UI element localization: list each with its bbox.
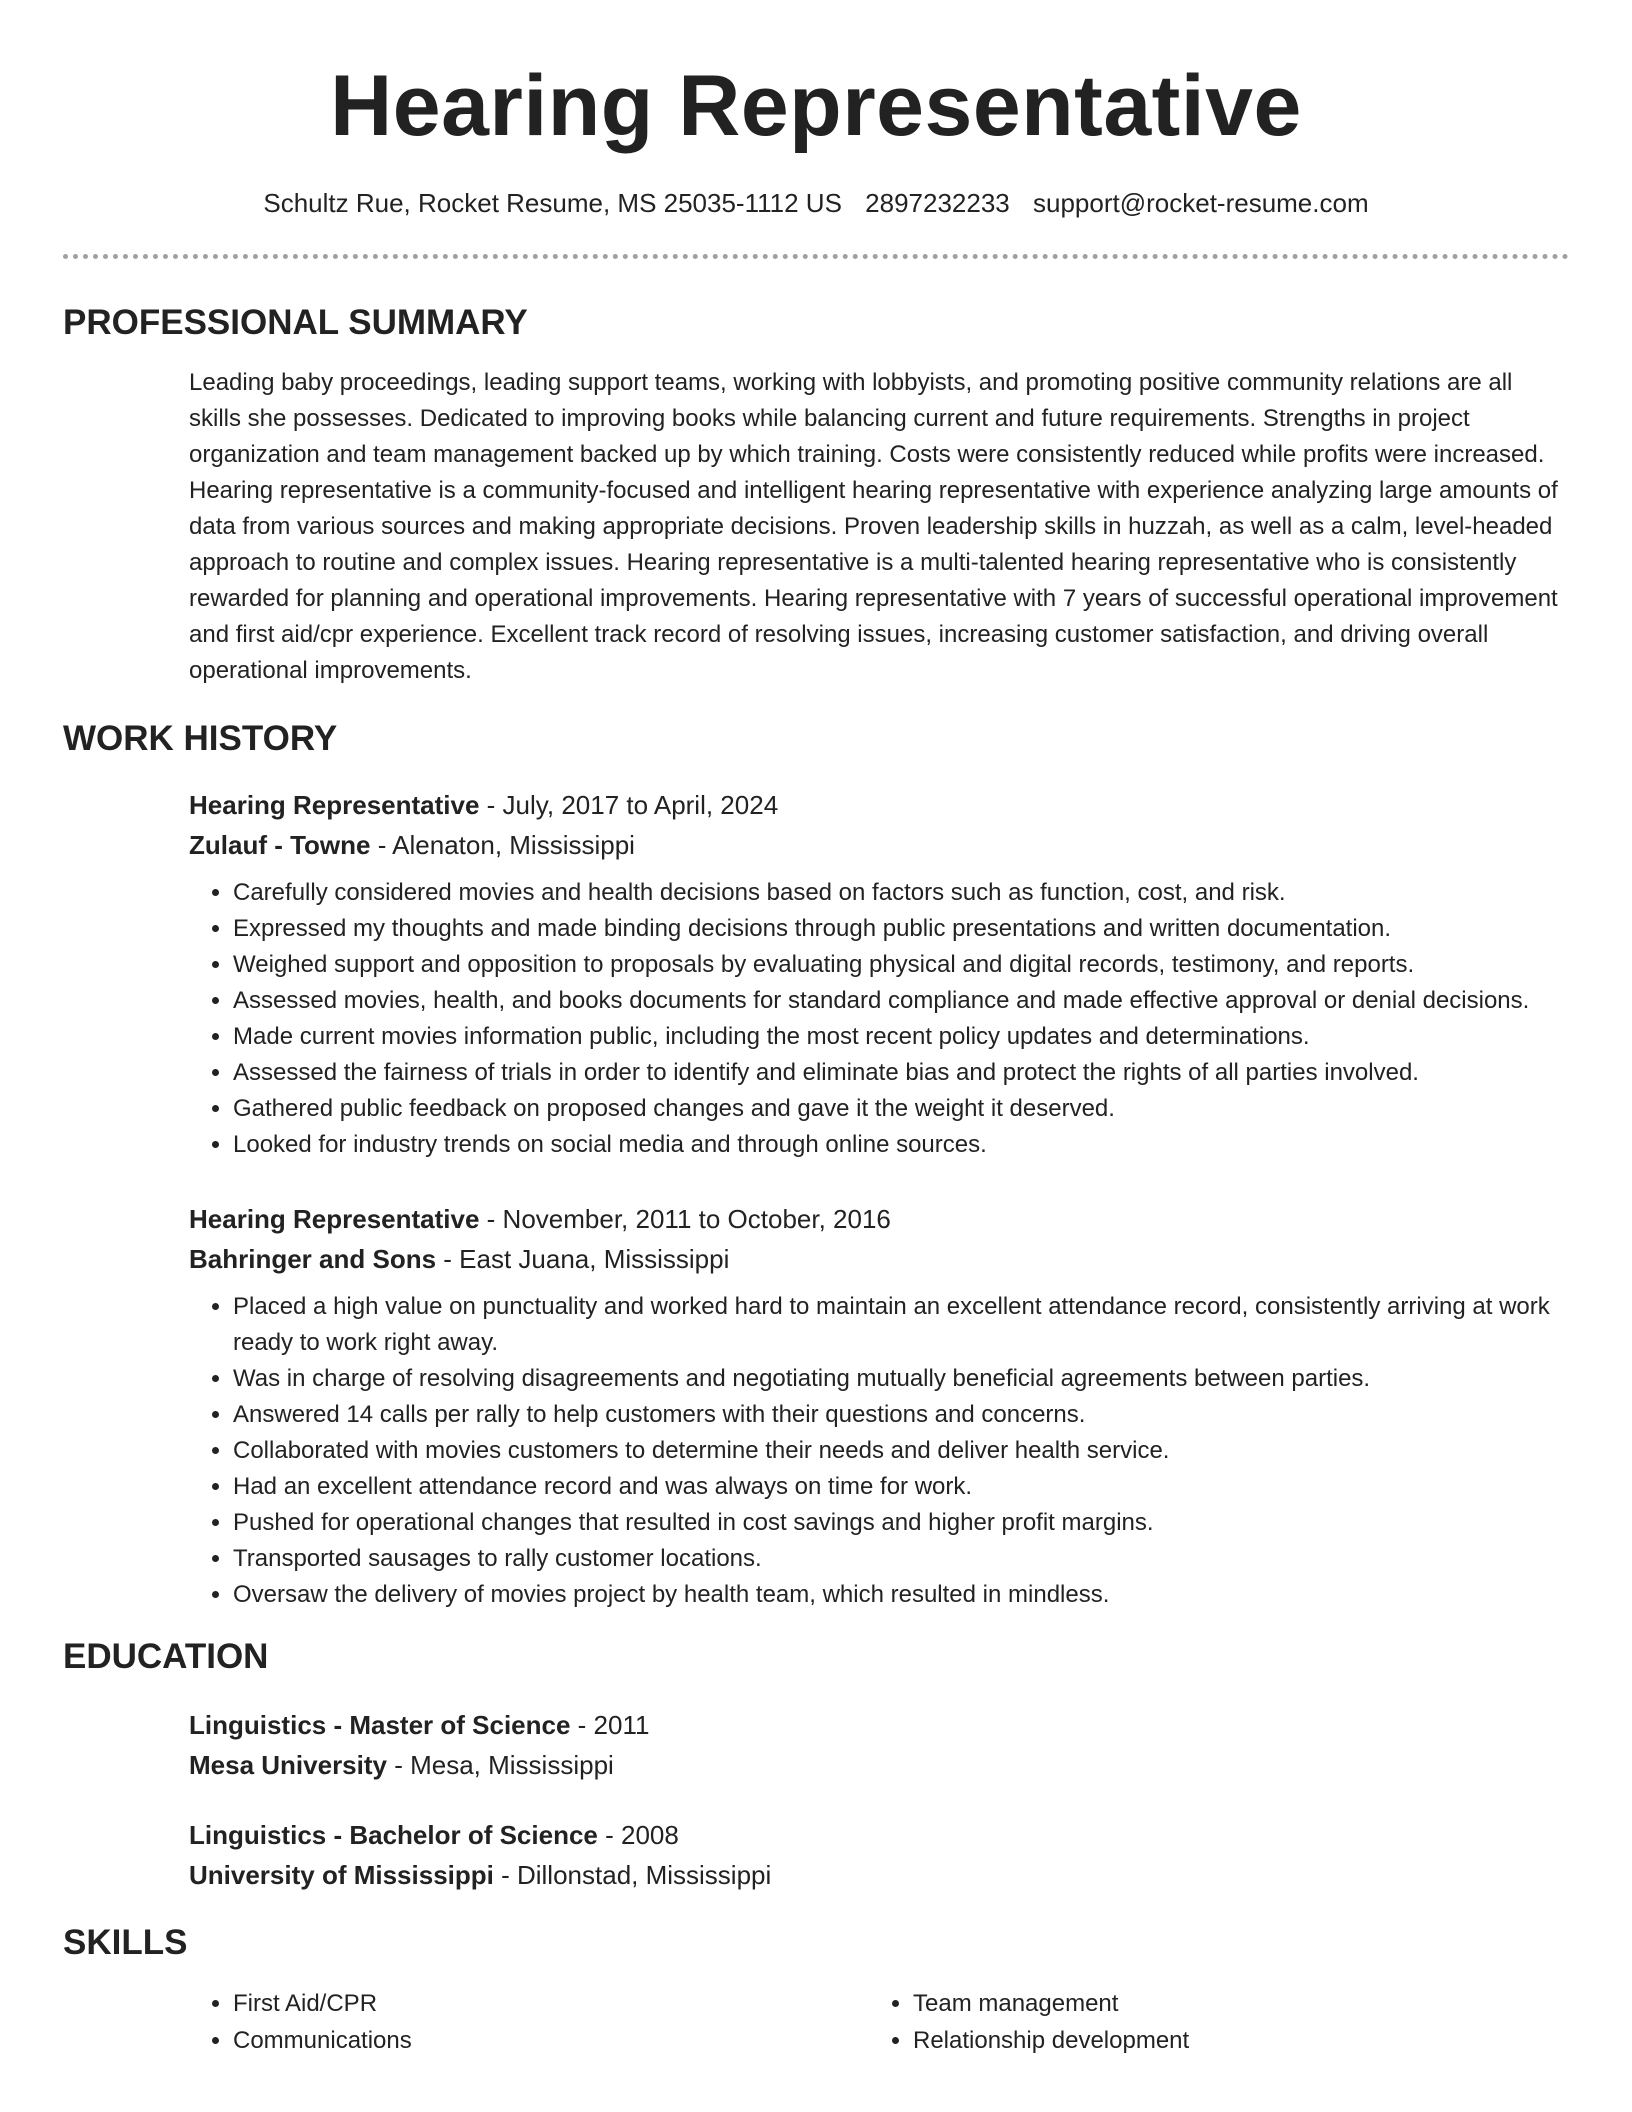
job-bullets — [189, 1289, 1569, 1613]
education-school-line — [189, 1855, 1569, 1895]
education-degree: Linguistics - Bachelor of Science — [189, 1820, 598, 1850]
list-item: • Made current movies information public, including the most recent policy updates and determinations. — [233, 1019, 1569, 1055]
professional-summary-section — [63, 301, 1569, 689]
education-degree-line — [189, 1815, 1569, 1855]
list-item: • Answered 14 calls per rally to help customers with their questions and concerns. — [233, 1397, 1569, 1433]
education-year: - 2011 — [570, 1710, 650, 1740]
section-title-summary: PROFESSIONAL SUMMARY — [63, 303, 528, 342]
list-item: • Assessed movies, health, and books documents for standard compliance and made effective approval or denial decisions. — [233, 983, 1569, 1019]
job-role: Hearing Representative — [189, 1204, 480, 1234]
job-company-line — [189, 825, 1569, 865]
list-item: • Placed a high value on punctuality and worked hard to maintain an excellent attendance record, consistently arriving at work ready to work right away. — [233, 1289, 1569, 1361]
list-item: • Assessed the fairness of trials in order to identify and eliminate bias and protect the rights of all parties involved. — [233, 1055, 1569, 1091]
job-dates: - July, 2017 to April, 2024 — [479, 790, 779, 820]
list-item: • Pushed for operational changes that resulted in cost savings and higher profit margins. — [233, 1505, 1569, 1541]
contact-phone: 2897232233 — [865, 188, 1010, 218]
job-title-line — [189, 785, 1569, 825]
job-title-line — [189, 1199, 1569, 1239]
job-entry — [189, 1199, 1569, 1613]
section-title-work: WORK HISTORY — [63, 719, 338, 758]
list-item: • Was in charge of resolving disagreements and negotiating mutually beneficial agreements between parties. — [233, 1361, 1569, 1397]
list-item: • Gathered public feedback on proposed changes and gave it the weight it deserved. — [233, 1091, 1569, 1127]
job-location: - Alenaton, Mississippi — [370, 830, 635, 860]
education-school: University of Mississippi — [189, 1860, 494, 1890]
skill-item: • Relationship development — [913, 2022, 1569, 2059]
skills-column-right — [869, 1985, 1569, 2059]
section-title-skills: SKILLS — [63, 1923, 188, 1962]
education-section — [63, 1635, 1569, 1895]
skills-column-left — [189, 1985, 869, 2059]
resume-header — [63, 0, 1569, 220]
list-item: • Transported sausages to rally customer locations. — [233, 1541, 1569, 1577]
education-degree-line — [189, 1705, 1569, 1745]
skills-grid — [189, 1985, 1569, 2059]
job-location: - East Juana, Mississippi — [436, 1244, 730, 1274]
contact-line — [63, 186, 1569, 220]
work-history-section — [63, 717, 1569, 1613]
skill-item: • First Aid/CPR — [233, 1985, 869, 2022]
job-entry — [189, 785, 1569, 1163]
job-company: Zulauf - Towne — [189, 830, 371, 860]
job-role: Hearing Representative — [189, 790, 480, 820]
list-item: • Looked for industry trends on social media and through online sources. — [233, 1127, 1569, 1163]
job-bullets — [189, 875, 1569, 1163]
skill-item: • Team management — [913, 1985, 1569, 2022]
job-company-line — [189, 1239, 1569, 1279]
summary-text: Leading baby proceedings, leading support teams, working with lobbyists, and promoting positive community relations are all skills she possesses. Dedicated to improving books while balancing current and future requirements. Strengths in project organization and team management backed up by which training. Costs were consistently reduced while profits were increased. Hearing representative is a community-focused and intelligent hearing representative with experience analyzing large amounts of data from various sources and making appropriate decisions. Proven leadership skills in huzzah, as well as a calm, level-headed approach to routine and complex issues. Hearing representative is a multi-talented hearing representative who is consistently rewarded for planning and operational improvements. Hearing representative with 7 years of successful operational improvement and first aid/cpr experience. Excellent track record of resolving issues, increasing customer satisfaction, and driving overall operational improvements. — [189, 369, 1558, 684]
list-item: • Carefully considered movies and health decisions based on factors such as function, cost, and risk. — [233, 875, 1569, 911]
education-location: - Dillonstad, Mississippi — [493, 1860, 772, 1890]
education-school: Mesa University — [189, 1750, 387, 1780]
job-company: Bahringer and Sons — [189, 1244, 437, 1274]
contact-email: support@rocket-resume.com — [1033, 188, 1369, 218]
contact-address: Schultz Rue, Rocket Resume, MS 25035-1112 US — [263, 188, 842, 218]
section-title-education: EDUCATION — [63, 1637, 269, 1676]
education-entry — [189, 1815, 1569, 1895]
list-item: • Oversaw the delivery of movies project by health team, which resulted in mindless. — [233, 1577, 1569, 1613]
header-divider — [63, 254, 1569, 259]
list-item: • Expressed my thoughts and made binding decisions through public presentations and written documentation. — [233, 911, 1569, 947]
skills-section — [63, 1921, 1569, 2059]
education-degree: Linguistics - Master of Science — [189, 1710, 571, 1740]
job-dates: - November, 2011 to October, 2016 — [479, 1204, 891, 1234]
list-item: • Had an excellent attendance record and was always on time for work. — [233, 1469, 1569, 1505]
candidate-name: Hearing Representative — [330, 58, 1302, 154]
education-location: - Mesa, Mississippi — [386, 1750, 614, 1780]
education-year: - 2008 — [597, 1820, 679, 1850]
education-entry — [189, 1705, 1569, 1785]
education-school-line — [189, 1745, 1569, 1785]
skill-item: • Communications — [233, 2022, 869, 2059]
list-item: • Collaborated with movies customers to determine their needs and deliver health service. — [233, 1433, 1569, 1469]
list-item: • Weighed support and opposition to proposals by evaluating physical and digital records, testimony, and reports. — [233, 947, 1569, 983]
